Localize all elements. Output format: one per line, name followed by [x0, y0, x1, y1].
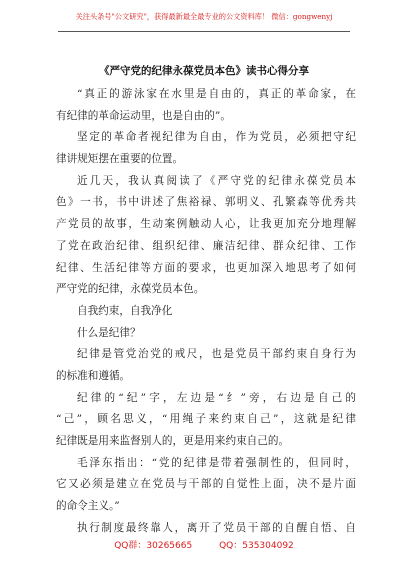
body-line: 纪律、生活纪律等方面的要求，也更加深入地思考了如何	[56, 261, 356, 274]
document-title: 《严守党的纪律永葆党员本色》读书心得分享	[99, 65, 309, 77]
body-line: 律讲规矩摆在重要的位置。	[56, 153, 184, 166]
body-line: 纪律的“纪”字，左边是“纟”旁，右边是自己的	[77, 391, 356, 404]
body-line: 严守党的纪律，永葆党员本色。	[56, 283, 205, 296]
body-line: 的标准和遵循。	[56, 369, 131, 382]
body-line: 纪律是管党治党的戒尺，也是党员干部约束自身行为	[77, 348, 356, 361]
header-divider	[58, 31, 350, 32]
body-line: 执行制度最终靠人，离开了党员干部的自醒自悟、自	[77, 521, 356, 534]
body-line: 的命令主义。”	[56, 500, 120, 513]
body-line: 坚定的革命者视纪律为自由，作为党员，必须把守纪	[77, 131, 356, 144]
body-line: 纪律既是用来监督别人的，更是用来约束自己的。	[56, 435, 290, 447]
footer-qq: QQ：535304092	[219, 541, 294, 551]
body-line: “真正的游泳家在水里是自由的，真正的革命家，在	[77, 88, 356, 100]
body-line: 毛泽东指出：“党的纪律是带着强制性的，但同时，	[77, 456, 356, 469]
body-line: 有纪律的革命运动里，也是自由的”。	[56, 109, 231, 122]
body-line: 近几天，我认真阅读了《严守党的纪律永葆党员本	[77, 174, 356, 187]
body-line: 了党在政治纪律、组织纪律、廉洁纪律、群众纪律、工作	[56, 239, 356, 252]
body-line: 产党员的故事，生动案例触动人心，让我更加充分地理解	[56, 218, 356, 231]
body-line: “己”，顾名思义，“用绳子来约束自己”，这就是纪律	[56, 413, 356, 426]
body-line: 色》一书，书中讲述了焦裕禄、郭明义、孔繁森等优秀共	[56, 196, 356, 209]
body-line: 它又必须是建立在党员与干部的自觉性上面，决不是片面	[56, 478, 356, 491]
page-header: 关注头条号"公文研究"，获得最新最全最专业的公文资料库！ 微信：gongwenyj	[75, 12, 333, 21]
document-body	[56, 84, 356, 539]
body-line: 自我约束，自我净化	[77, 304, 173, 317]
body-line: 什么是纪律？	[77, 326, 141, 339]
footer-qq-group: QQ群：30265665	[114, 541, 193, 551]
page-footer	[0, 541, 408, 552]
